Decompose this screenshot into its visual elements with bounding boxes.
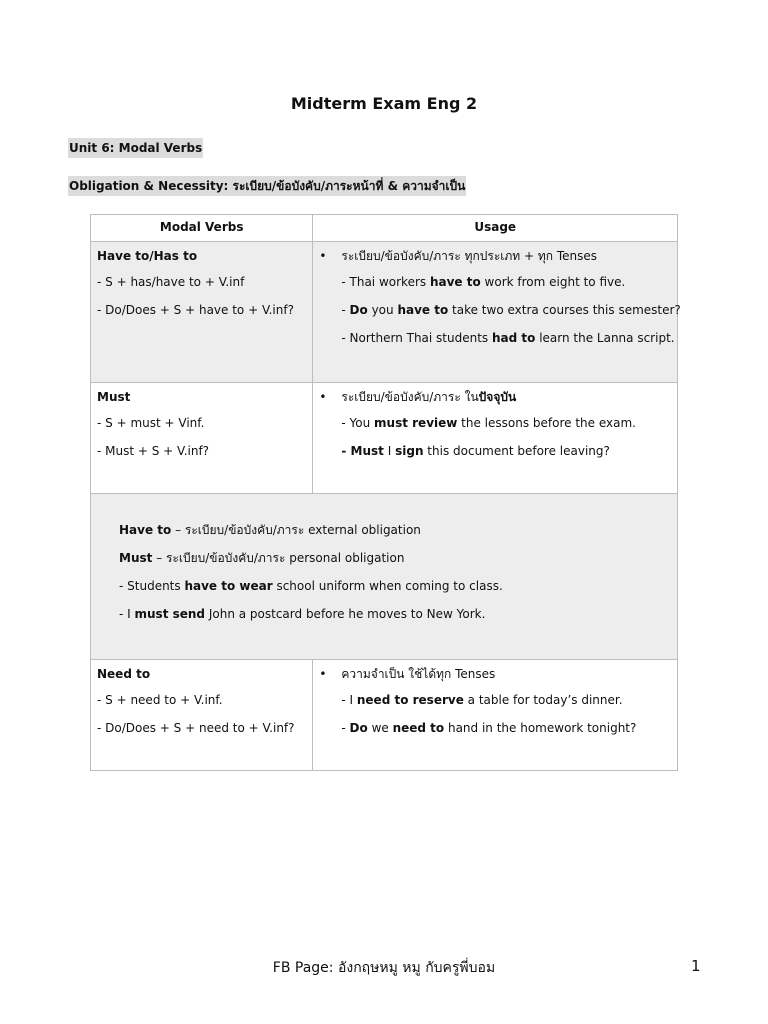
page-title: Midterm Exam Eng 2 [290,94,478,113]
example-text: a table for today’s dinner. [463,693,623,707]
have-to-form-2: - Do/Does + S + have to + V.inf? [97,303,294,317]
example-text: - I [341,693,357,707]
bullet-icon: • [319,390,327,404]
comparison-text: – ระเบียบ/ข้อบังคับ/ภาระ external obligation [171,523,421,537]
comparison-cell [91,494,678,660]
comparison-line-1 [119,516,677,544]
table-header-row [91,215,678,242]
need-to-form-2: - Do/Does + S + need to + V.inf? [97,721,295,735]
modal-verbs-table [90,214,681,771]
comparison-keyword: must send [134,607,206,621]
obligation-heading: Obligation & Necessity: ระเบียบ/ข้อบังคับ/ภาระหน้าที่ & ความจำเป็น [68,176,466,196]
example-text: - Northern Thai students [341,331,492,345]
need-to-name: Need to [97,667,151,681]
example-text: this document before leaving? [423,444,610,458]
example-keyword: have to [397,303,449,317]
have-to-usage-text: ระเบียบ/ข้อบังคับ/ภาระ ทุกประเภท + ทุก Tenses [341,249,598,263]
have-to-forms-cell [91,242,313,383]
comparison-text: school uniform when coming to class. [272,579,503,593]
must-form-1: - S + must + Vinf. [97,416,205,430]
must-usage-text: ระเบียบ/ข้อบังคับ/ภาระ ใน [341,390,479,404]
example-keyword: need to reserve [356,693,464,707]
bullet-icon: • [319,249,327,263]
example-text: we [367,721,393,735]
need-to-form-1: - S + need to + V.inf. [97,693,223,707]
must-example-2 [313,437,671,465]
example-keyword: sign [395,444,424,458]
example-keyword: need to [392,721,445,735]
example-keyword: must review [374,416,458,430]
example-keyword: Do [349,721,368,735]
unit-heading: Unit 6: Modal Verbs [68,138,203,158]
comparison-line-4 [119,600,677,628]
must-usage-bold: ปัจจุบัน [478,390,517,404]
example-text: learn the Lanna script. [535,331,675,345]
example-text: take two extra courses this semester? [448,303,681,317]
comparison-text: – ระเบียบ/ข้อบังคับ/ภาระ personal obligation [152,551,405,565]
have-to-example-1 [313,268,671,296]
header-modal-verbs: Modal Verbs [91,215,313,242]
comparison-keyword: Have to [119,523,172,537]
must-forms-cell [91,383,313,494]
need-to-forms-cell [91,660,313,771]
must-usage [313,385,671,409]
example-text: - You [341,416,375,430]
comparison-line-3 [119,572,677,600]
example-text: - [341,444,351,458]
footer-fb-page: FB Page: อังกฤษหมู หมู กับครูพี่บอม [272,960,496,976]
need-to-usage [313,662,671,686]
must-name: Must [97,390,131,404]
example-keyword: Do [349,303,368,317]
comparison-keyword: Must [119,551,153,565]
example-text: you [367,303,398,317]
need-to-usage-cell [313,660,678,771]
row-need-to [91,660,678,771]
row-have-to [91,242,678,383]
have-to-form-1: - S + has/have to + V.inf [97,275,245,289]
comparison-line-2 [119,544,677,572]
example-keyword: had to [491,331,536,345]
must-example-1 [313,409,671,437]
need-to-usage-text: ความจำเป็น ใช้ได้ทุก Tenses [341,667,496,681]
example-keyword: Must [350,444,384,458]
comparison-text: - Students [119,579,185,593]
example-text: hand in the homework tonight? [444,721,637,735]
comparison-text: - I [119,607,135,621]
page-number: 1 [691,957,701,975]
have-to-usage-cell [313,242,681,383]
have-to-usage [313,244,671,268]
have-to-example-2 [313,296,681,324]
need-to-example-2 [313,714,671,742]
example-text: work from eight to five. [480,275,626,289]
row-must [91,383,678,494]
example-text: - [341,303,350,317]
need-to-example-1 [313,686,671,714]
comparison-keyword: have to wear [184,579,273,593]
row-comparison [91,494,678,660]
bullet-icon: • [319,667,327,681]
must-form-2: - Must + S + V.inf? [97,444,210,458]
example-text: - [341,721,350,735]
have-to-example-3 [313,324,675,352]
example-text: I [383,444,396,458]
have-to-name: Have to/Has to [97,249,198,263]
must-usage-cell [313,383,678,494]
example-keyword: have to [429,275,481,289]
header-usage: Usage [313,215,678,242]
comparison-text: John a postcard before he moves to New York. [205,607,486,621]
example-text: - Thai workers [341,275,430,289]
example-text: the lessons before the exam. [457,416,636,430]
